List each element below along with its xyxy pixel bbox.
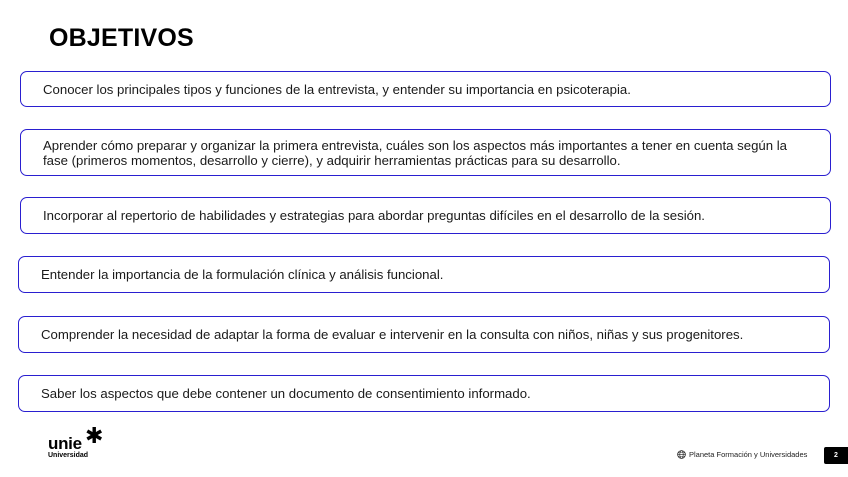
asterisk-icon: ✱ (85, 424, 104, 449)
unie-logo (48, 424, 118, 462)
objective-item (18, 316, 830, 353)
objective-item (20, 71, 831, 107)
objective-item (20, 129, 831, 176)
slide-title: OBJETIVOS (49, 24, 194, 52)
partner-brand (677, 450, 807, 459)
objective-item (20, 197, 831, 234)
objective-text: Incorporar al repertorio de habilidades y estrategias para abordar preguntas difíciles en el desarrollo de la sesión. (43, 208, 705, 223)
logo-wordmark: unie (48, 434, 82, 453)
logo-subtitle: Universidad (48, 452, 89, 459)
partner-text: Planeta Formación y Universidades (689, 450, 808, 459)
globe-icon (677, 450, 686, 459)
objective-text: Saber los aspectos que debe contener un documento de consentimiento informado. (41, 386, 531, 401)
objective-item (18, 375, 830, 412)
objective-text: Comprender la necesidad de adaptar la forma de evaluar e intervenir en la consulta con niños, niñas y sus progenitores. (41, 327, 744, 342)
objective-text: Conocer los principales tipos y funciones de la entrevista, y entender su importancia en psicoterapia. (43, 81, 631, 97)
objective-text: Aprender cómo preparar y organizar la primera entrevista, cuáles son los aspectos más importantes a tener en cuenta según la fase (primeros momentos, desarrollo y cierre), y adquirir herramientas prácticas para su desarrollo. (43, 137, 788, 168)
page-number-badge: 2 (824, 447, 848, 464)
objective-item (18, 256, 830, 293)
objective-text: Entender la importancia de la formulación clínica y análisis funcional. (41, 267, 444, 282)
